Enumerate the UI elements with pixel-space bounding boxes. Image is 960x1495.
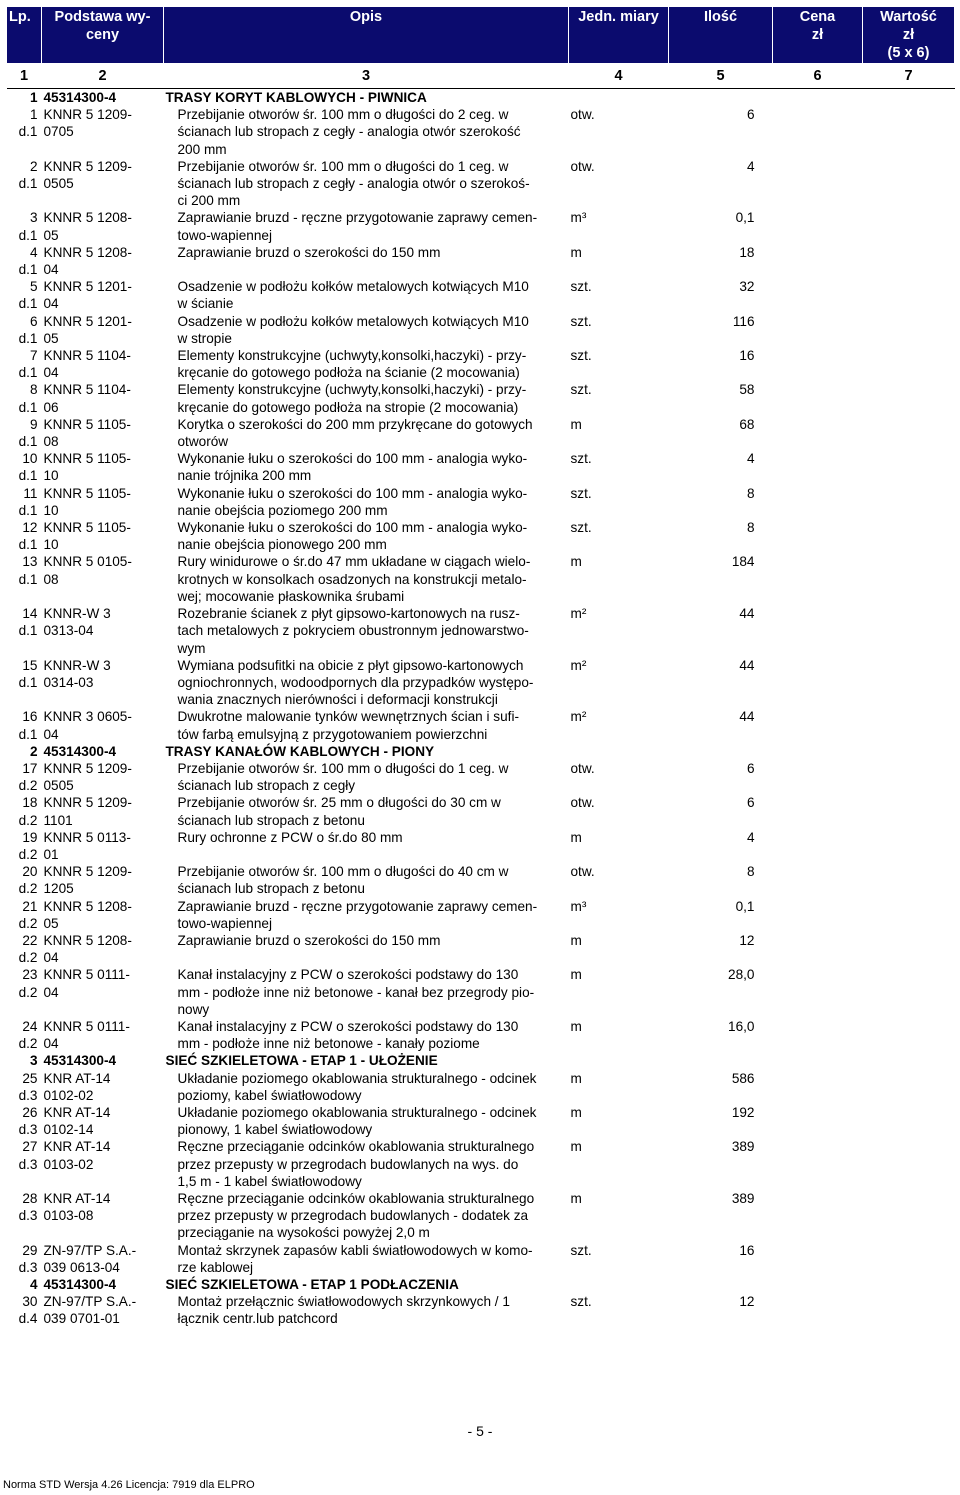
- row-value: [863, 863, 955, 897]
- row-value: [863, 1242, 955, 1276]
- row-unit: m²: [570, 657, 587, 673]
- row-description: SIEĆ SZKIELETOWA - ETAP 1 - UŁOŻENIE: [165, 1053, 438, 1069]
- row-base: KNR AT-14 0103-02: [43, 1139, 111, 1172]
- row-unit: m: [570, 1191, 582, 1206]
- row-description: TRASY KORYT KABLOWYCH - PIWNICA: [165, 90, 427, 105]
- row-price: [773, 1104, 863, 1138]
- row-quantity: 58: [739, 382, 755, 398]
- header-opis: Opis: [164, 7, 569, 64]
- row-lp: 3: [29, 1053, 38, 1069]
- table-row: [7, 966, 955, 1018]
- row-lp: 30 d.4: [18, 1294, 38, 1327]
- cost-table: [6, 6, 955, 1328]
- row-base: KNNR 5 1208- 05: [43, 210, 132, 243]
- row-base: KNNR 5 1209- 1101: [43, 795, 132, 828]
- table-row: [7, 209, 955, 243]
- row-unit: otw.: [570, 107, 595, 123]
- column-numbers-row: [7, 64, 955, 89]
- row-value: [863, 381, 955, 415]
- row-price: [773, 106, 863, 158]
- row-base: KNNR 5 1209- 1205: [43, 864, 132, 897]
- row-base: KNNR 5 1105- 10: [43, 451, 131, 484]
- section-row: [7, 1276, 955, 1293]
- table-row: [7, 347, 955, 381]
- row-base: KNR AT-14 0102-02: [43, 1070, 111, 1103]
- row-unit: [569, 743, 669, 760]
- row-base: 45314300-4: [43, 90, 117, 105]
- row-unit: [569, 1276, 669, 1293]
- row-lp: 15 d.1: [18, 657, 38, 690]
- row-description: Ręczne przeciąganie odcinków okablowania strukturalnego przez przepusty w przegrodach budowlanych - dodatek za przeciąganie na wysokości powyżej 2,0 m: [177, 1191, 535, 1241]
- row-base: ZN-97/TP S.A.- 039 0701-01: [43, 1294, 137, 1327]
- header-wartosc: Wartość zł (5 x 6): [863, 7, 955, 64]
- row-unit: m²: [570, 606, 587, 622]
- row-description: Osadzenie w podłożu kołków metalowych kotwiących M10 w stropie: [177, 313, 529, 346]
- row-base: 45314300-4: [43, 743, 117, 759]
- row-value: [863, 106, 955, 158]
- row-description: Wykonanie łuku o szerokości do 100 mm - analogia wyko- nanie obejścia pionowego 200 mm: [177, 520, 528, 553]
- row-price: [773, 1052, 863, 1069]
- table-row: [7, 1190, 955, 1242]
- row-description: Wymiana podsufitki na obicie z płyt gipsowo-kartonowych ogniochronnych, wodoodpornych dla przypadków występo- wania znacznych nierówności i deformacji konstrukcji: [177, 657, 534, 708]
- row-price: [773, 209, 863, 243]
- row-unit: szt.: [570, 451, 592, 467]
- row-value: [863, 760, 955, 794]
- table-row: [7, 605, 955, 657]
- row-quantity: 8: [746, 864, 755, 880]
- row-unit: m: [570, 554, 582, 570]
- row-value: [863, 313, 955, 347]
- row-quantity: 44: [739, 709, 755, 725]
- row-value: [863, 708, 955, 742]
- row-lp: 26 d.3: [18, 1104, 38, 1138]
- row-base: ZN-97/TP S.A.- 039 0613-04: [43, 1242, 137, 1275]
- column-number: 1: [7, 64, 42, 89]
- row-price: [773, 1242, 863, 1276]
- table-row: [7, 158, 955, 210]
- row-unit: szt.: [570, 313, 592, 329]
- row-price: [773, 244, 863, 278]
- row-quantity: 4: [746, 451, 755, 467]
- header-ilosc: Ilość: [669, 7, 773, 64]
- row-price: [773, 313, 863, 347]
- row-description: Układanie poziomego okablowania strukturalnego - odcinek poziomy, kabel światłowodowy: [177, 1070, 537, 1103]
- row-description: Zaprawianie bruzd o szerokości do 150 mm: [177, 932, 441, 948]
- row-value: [863, 794, 955, 828]
- row-unit: m: [570, 829, 582, 845]
- table-row: [7, 1242, 955, 1276]
- column-number: 5: [669, 64, 773, 89]
- row-description: Montaż skrzynek zapasów kabli światłowodowych w komo- rze kablowej: [177, 1242, 533, 1275]
- row-unit: otw.: [570, 760, 595, 776]
- row-unit: m: [570, 932, 582, 948]
- table-row: [7, 485, 955, 519]
- row-lp: 17 d.2: [18, 760, 38, 794]
- table-row: [7, 1070, 955, 1104]
- row-lp: 10 d.1: [18, 451, 38, 484]
- row-quantity: 4: [746, 829, 755, 845]
- row-base: KNNR 5 1209- 0705: [43, 107, 132, 140]
- row-value: [863, 278, 955, 312]
- row-description: TRASY KANAŁÓW KABLOWYCH - PIONY: [165, 743, 435, 759]
- row-base: KNNR 5 1208- 04: [43, 244, 132, 278]
- header-cena: Cena zł: [773, 7, 863, 64]
- row-quantity: 32: [739, 279, 755, 295]
- row-value: [863, 1276, 955, 1293]
- row-price: [773, 863, 863, 897]
- row-unit: m³: [570, 898, 587, 914]
- row-quantity: [669, 743, 773, 760]
- row-price: [773, 794, 863, 828]
- row-description: Kanał instalacyjny z PCW o szerokości podstawy do 130 mm - podłoże inne niż betonowe - kanały poziome: [177, 1018, 519, 1052]
- row-description: Przebijanie otworów śr. 100 mm o długości do 40 cm w ścianach lub stropach z betonu: [177, 864, 509, 897]
- table-row: [7, 829, 955, 863]
- row-lp: 16 d.1: [18, 709, 38, 742]
- row-quantity: 44: [739, 657, 755, 673]
- row-value: [863, 1190, 955, 1242]
- row-unit: m: [570, 1139, 582, 1155]
- row-quantity: 0,1: [735, 898, 755, 914]
- row-lp: 20 d.2: [18, 864, 38, 897]
- row-base: KNNR-W 3 0313-04: [43, 606, 111, 639]
- row-quantity: 12: [739, 932, 755, 948]
- row-unit: szt.: [570, 520, 592, 536]
- table-row: [7, 932, 955, 966]
- row-unit: otw.: [570, 158, 595, 174]
- row-quantity: 18: [739, 244, 755, 260]
- row-lp: 29 d.3: [18, 1242, 38, 1275]
- row-price: [773, 708, 863, 742]
- row-quantity: 184: [731, 554, 755, 570]
- row-price: [773, 829, 863, 863]
- row-description: Rury ochronne z PCW o śr.do 80 mm: [177, 829, 403, 845]
- row-base: KNNR 5 1201- 04: [43, 279, 132, 312]
- table-row: [7, 416, 955, 450]
- row-lp: 12 d.1: [18, 520, 38, 553]
- row-quantity: 68: [739, 416, 755, 432]
- row-price: [773, 1018, 863, 1052]
- row-quantity: 6: [746, 795, 755, 811]
- row-lp: 2 d.1: [18, 158, 38, 192]
- row-description: Ręczne przeciąganie odcinków okablowania strukturalnego przez przepusty w przegrodach budowlanych na wys. do 1,5 m - 1 kabel światłowodowy: [177, 1139, 535, 1189]
- row-price: [773, 657, 863, 709]
- row-value: [863, 158, 955, 210]
- row-price: [773, 966, 863, 1018]
- row-base: KNR AT-14 0103-08: [43, 1191, 111, 1224]
- row-quantity: 4: [746, 158, 755, 174]
- row-quantity: 389: [731, 1139, 755, 1155]
- row-description: Montaż przełącznic światłowodowych skrzynkowych / 1 łącznik centr.lub patchcord: [177, 1294, 510, 1327]
- row-quantity: 8: [746, 485, 755, 501]
- row-lp: 5 d.1: [18, 279, 38, 312]
- row-quantity: [669, 1276, 773, 1293]
- table-row: [7, 106, 955, 158]
- row-lp: 3 d.1: [18, 210, 38, 243]
- row-description: Korytka o szerokości do 200 mm przykręcane do gotowych otworów: [177, 416, 533, 450]
- row-lp: 25 d.3: [18, 1070, 38, 1103]
- row-quantity: [669, 89, 773, 107]
- table-row: [7, 760, 955, 794]
- row-price: [773, 743, 863, 760]
- column-number: 6: [773, 64, 863, 89]
- row-quantity: 389: [731, 1191, 755, 1206]
- row-unit: m: [570, 1070, 582, 1086]
- row-value: [863, 1018, 955, 1052]
- row-base: KNR AT-14 0102-14: [43, 1104, 111, 1138]
- row-value: [863, 657, 955, 709]
- row-base: KNNR 5 1105- 10: [43, 485, 131, 518]
- row-value: [863, 519, 955, 553]
- table-row: [7, 553, 955, 605]
- row-description: Elementy konstrukcyjne (uchwyty,konsolki,haczyki) - przy- kręcanie do gotowego podłoża na stropie (2 mocowania): [177, 382, 527, 415]
- row-quantity: 12: [739, 1294, 755, 1310]
- row-value: [863, 416, 955, 450]
- row-price: [773, 158, 863, 210]
- row-base: KNNR 5 1208- 04: [43, 932, 132, 966]
- row-description: Osadzenie w podłożu kołków metalowych kotwiących M10 w ścianie: [177, 279, 529, 312]
- row-base: 45314300-4: [43, 1277, 117, 1293]
- row-quantity: [669, 1052, 773, 1069]
- row-base: KNNR 5 0105- 08: [43, 554, 132, 587]
- row-unit: m: [570, 416, 582, 432]
- row-value: [863, 1293, 955, 1327]
- row-value: [863, 209, 955, 243]
- row-price: [773, 416, 863, 450]
- row-description: Zaprawianie bruzd - ręczne przygotowanie zaprawy cemen- towo-wapiennej: [177, 210, 538, 243]
- table-row: [7, 244, 955, 278]
- row-description: Wykonanie łuku o szerokości do 100 mm - analogia wyko- nanie trójnika 200 mm: [177, 451, 528, 484]
- row-description: Dwukrotne malowanie tynków wewnętrznych ścian i sufi- tów farbą emulsyjną z przygotowaniem powierzchni: [177, 709, 519, 742]
- row-value: [863, 1104, 955, 1138]
- table-row: [7, 657, 955, 709]
- row-unit: szt.: [570, 279, 592, 295]
- row-quantity: 16: [739, 348, 755, 364]
- row-lp: 27 d.3: [18, 1139, 38, 1172]
- row-value: [863, 1070, 955, 1104]
- row-unit: m³: [570, 210, 587, 226]
- row-lp: 28 d.3: [18, 1191, 38, 1224]
- row-price: [773, 760, 863, 794]
- row-value: [863, 450, 955, 484]
- row-description: Zaprawianie bruzd o szerokości do 150 mm: [177, 244, 441, 260]
- row-lp: 2: [29, 743, 38, 759]
- column-number: 4: [569, 64, 669, 89]
- row-quantity: 6: [746, 760, 755, 776]
- row-lp: 7 d.1: [18, 348, 38, 381]
- row-description: Kanał instalacyjny z PCW o szerokości podstawy do 130 mm - podłoże inne niż betonowe - kanał bez przegrody pio- nowy: [177, 967, 535, 1017]
- row-lp: 6 d.1: [18, 313, 38, 346]
- row-quantity: 16: [739, 1242, 755, 1258]
- section-row: [7, 89, 955, 107]
- table-row: [7, 863, 955, 897]
- row-lp: 8 d.1: [18, 382, 38, 415]
- license-footer: Norma STD Wersja 4.26 Licencja: 7919 dla ELPRO: [3, 1479, 255, 1491]
- row-base: KNNR 5 1104- 06: [43, 382, 131, 415]
- row-lp: 4: [29, 1277, 38, 1293]
- row-value: [863, 1052, 955, 1069]
- row-lp: 1: [29, 90, 38, 105]
- row-lp: 22 d.2: [18, 932, 38, 966]
- table-row: [7, 1138, 955, 1190]
- row-description: Układanie poziomego okablowania strukturalnego - odcinek pionowy, 1 kabel światłowodowy: [177, 1104, 537, 1138]
- row-lp: 13 d.1: [18, 554, 38, 587]
- row-quantity: 6: [746, 107, 755, 123]
- row-lp: 11 d.1: [18, 485, 38, 518]
- header-lp: Lp.: [7, 7, 42, 64]
- row-unit: otw.: [570, 864, 595, 880]
- row-unit: m²: [570, 709, 587, 725]
- row-unit: [569, 89, 669, 107]
- row-unit: m: [570, 1018, 582, 1034]
- column-number: 2: [42, 64, 164, 89]
- table-row: [7, 519, 955, 553]
- row-description: SIEĆ SZKIELETOWA - ETAP 1 PODŁACZENIA: [165, 1277, 459, 1293]
- row-base: KNNR-W 3 0314-03: [43, 657, 111, 690]
- row-price: [773, 89, 863, 107]
- row-unit: szt.: [570, 382, 592, 398]
- row-value: [863, 932, 955, 966]
- row-base: KNNR 5 0113- 01: [43, 829, 131, 862]
- row-lp: 1 d.1: [18, 107, 38, 140]
- row-description: Rozebranie ścianek z płyt gipsowo-kartonowych na rusz- tach metalowych z pokryciem obustronnym jednowarstwo- wym: [177, 606, 529, 656]
- cost-estimate-document: [6, 6, 954, 1328]
- row-unit: szt.: [570, 348, 592, 364]
- row-price: [773, 347, 863, 381]
- row-unit: m: [570, 967, 582, 983]
- row-price: [773, 519, 863, 553]
- page-number: - 5 -: [467, 1423, 493, 1439]
- row-lp: 24 d.2: [18, 1018, 38, 1052]
- row-lp: 14 d.1: [18, 606, 38, 639]
- table-row: [7, 1293, 955, 1327]
- row-lp: 4 d.1: [18, 244, 38, 278]
- table-row: [7, 381, 955, 415]
- row-price: [773, 1190, 863, 1242]
- row-price: [773, 932, 863, 966]
- column-number: 7: [863, 64, 955, 89]
- row-base: KNNR 5 1208- 05: [43, 898, 132, 931]
- row-base: KNNR 5 1209- 0505: [43, 760, 132, 794]
- row-base: KNNR 5 1201- 05: [43, 313, 132, 346]
- row-unit: szt.: [570, 485, 592, 501]
- row-lp: 9 d.1: [18, 416, 38, 450]
- row-price: [773, 898, 863, 932]
- row-description: Rury winidurowe o śr.do 47 mm układane w ciągach wielo- krotnych w konsolkach osadzonych na konstrukcji metalo- wej; mocowanie płaskownika śrubami: [177, 554, 531, 604]
- table-row: [7, 313, 955, 347]
- row-price: [773, 1293, 863, 1327]
- row-description: Zaprawianie bruzd - ręczne przygotowanie zaprawy cemen- towo-wapiennej: [177, 898, 538, 931]
- row-quantity: 28,0: [728, 967, 755, 983]
- row-base: KNNR 5 1105- 10: [43, 520, 131, 553]
- row-base: KNNR 5 0111- 04: [43, 1018, 130, 1052]
- table-row: [7, 278, 955, 312]
- row-quantity: 586: [731, 1070, 755, 1086]
- row-value: [863, 89, 955, 107]
- row-quantity: 0,1: [735, 210, 755, 226]
- row-description: Przebijanie otworów śr. 100 mm o długości do 2 ceg. w ścianach lub stropach z cegły - analogia otwór szerokość 200 mm: [177, 107, 521, 157]
- row-quantity: 8: [746, 520, 755, 536]
- row-value: [863, 898, 955, 932]
- row-unit: otw.: [570, 795, 595, 811]
- table-row: [7, 450, 955, 484]
- table-row: [7, 1018, 955, 1052]
- table-header: [7, 7, 955, 64]
- row-value: [863, 244, 955, 278]
- row-quantity: 44: [739, 606, 755, 622]
- row-price: [773, 1276, 863, 1293]
- table-row: [7, 794, 955, 828]
- section-row: [7, 1052, 955, 1069]
- row-lp: 23 d.2: [18, 967, 38, 1000]
- row-price: [773, 1070, 863, 1104]
- row-value: [863, 605, 955, 657]
- table-row: [7, 708, 955, 742]
- row-price: [773, 278, 863, 312]
- row-description: Przebijanie otworów śr. 25 mm o długości do 30 cm w ścianach lub stropach z betonu: [177, 795, 501, 828]
- row-base: KNNR 5 1209- 0505: [43, 158, 132, 192]
- row-value: [863, 553, 955, 605]
- table-row: [7, 1104, 955, 1138]
- header-podstawa: Podstawa wy- ceny: [42, 7, 164, 64]
- row-price: [773, 485, 863, 519]
- row-base: KNNR 5 0111- 04: [43, 967, 130, 1000]
- row-price: [773, 605, 863, 657]
- row-lp: 19 d.2: [18, 829, 38, 862]
- row-lp: 18 d.2: [18, 795, 38, 828]
- row-description: Przebijanie otworów śr. 100 mm o długości do 1 ceg. w ścianach lub stropach z cegły - analogia otwór o szerokoś- ci 200 mm: [177, 158, 530, 209]
- row-unit: m: [570, 244, 582, 260]
- row-quantity: 116: [732, 313, 755, 329]
- row-unit: szt.: [570, 1242, 592, 1258]
- row-unit: m: [570, 1104, 582, 1120]
- row-description: Elementy konstrukcyjne (uchwyty,konsolki,haczyki) - przy- kręcanie do gotowego podłoża na ścianie (2 mocowania): [177, 348, 527, 381]
- column-number: 3: [164, 64, 569, 89]
- row-description: Przebijanie otworów śr. 100 mm o długości do 1 ceg. w ścianach lub stropach z cegły: [177, 760, 509, 794]
- row-base: KNNR 5 1105- 08: [43, 416, 131, 450]
- row-quantity: 192: [731, 1104, 755, 1120]
- row-quantity: 16,0: [728, 1018, 755, 1034]
- row-base: KNNR 3 0605- 04: [43, 709, 132, 742]
- row-value: [863, 347, 955, 381]
- row-unit: szt.: [570, 1294, 592, 1310]
- row-description: Wykonanie łuku o szerokości do 100 mm - analogia wyko- nanie obejścia poziomego 200 mm: [177, 485, 528, 518]
- row-value: [863, 966, 955, 1018]
- row-base: 45314300-4: [43, 1053, 117, 1069]
- row-base: KNNR 5 1104- 04: [43, 348, 131, 381]
- row-value: [863, 829, 955, 863]
- row-price: [773, 450, 863, 484]
- row-lp: 21 d.2: [18, 898, 38, 931]
- table-body: [7, 89, 955, 1328]
- header-jedn: Jedn. miary: [569, 7, 669, 64]
- row-price: [773, 553, 863, 605]
- row-price: [773, 1138, 863, 1190]
- row-value: [863, 743, 955, 760]
- row-unit: [569, 1052, 669, 1069]
- row-price: [773, 381, 863, 415]
- table-row: [7, 898, 955, 932]
- row-value: [863, 485, 955, 519]
- section-row: [7, 743, 955, 760]
- row-value: [863, 1138, 955, 1190]
